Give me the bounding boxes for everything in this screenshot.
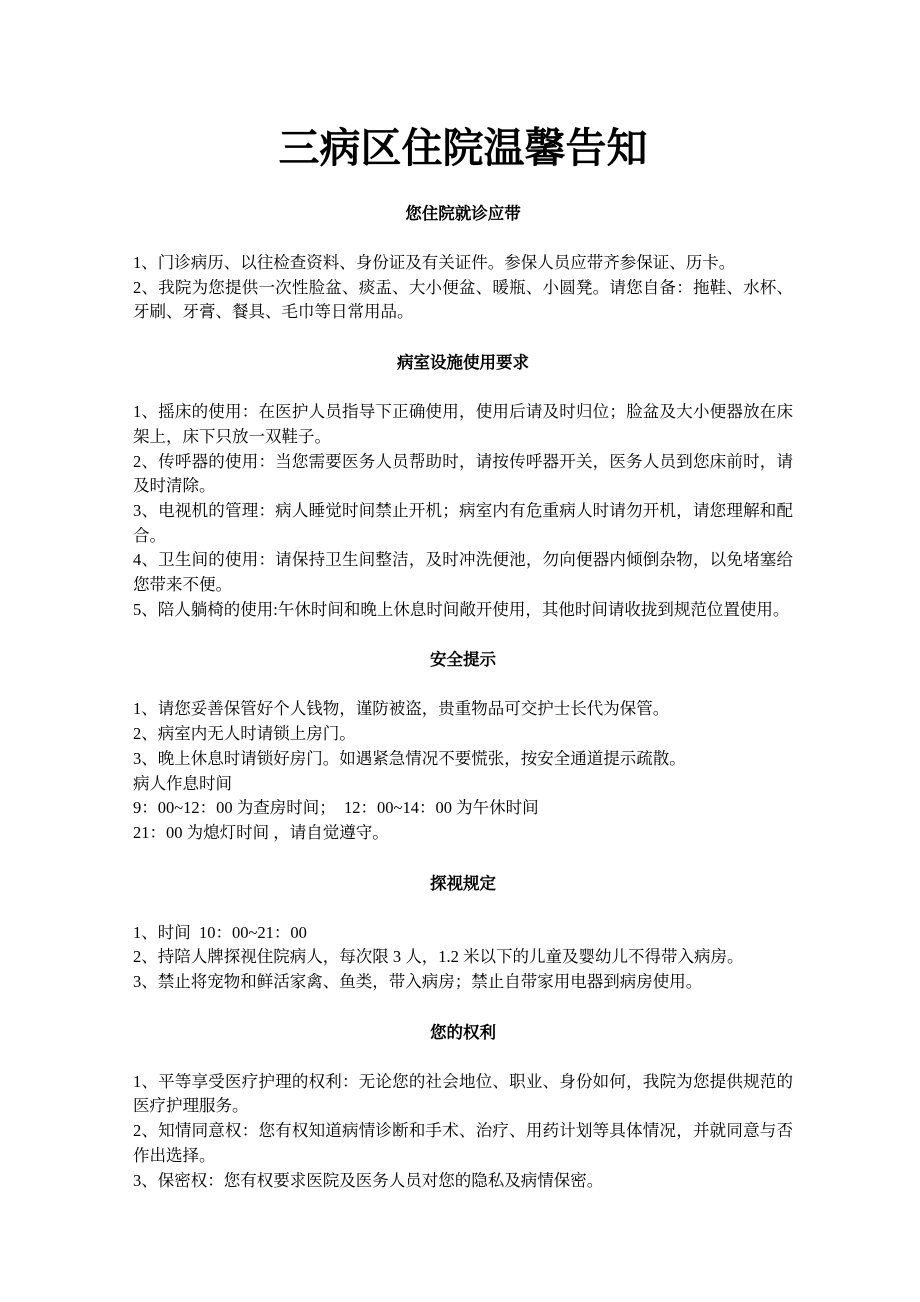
paragraph: 1、摇床的使用：在医护人员指导下正确使用，使用后请及时归位；脸盆及大小便器放在床架上，床下只放一双鞋子。 [133,402,793,446]
paragraph: 病人作息时间 [133,773,232,793]
paragraph: 1、请您妥善保管好个人钱物，谨防被盗，贵重物品可交护士长代为保管。 [133,699,670,719]
paragraph: 1、门诊病历、以往检查资料、身份证及有关证件。参保人员应带齐参保证、历卡。 [133,253,736,272]
document-body [133,201,793,1193]
document-section [133,871,793,995]
paragraph: 1、时间 10：00~21：00 [133,922,307,942]
paragraph: 5、陪人躺椅的使用:午休时间和晚上休息时间敞开使用，其他时间请收拢到规范位置使用。 [133,599,790,619]
paragraph: 2、持陪人牌探视住院病人，每次限 3 人，1.2 米以下的儿童及婴幼儿不得带入病房。 [133,947,744,967]
section-heading: 探视规定 [430,873,496,893]
section-heading: 您的权利 [430,1022,496,1042]
paragraph: 4、卫生间的使用：请保持卫生间整洁，及时冲洗便池，勿向便器内倾倒杂物，以免堵塞给您带来不便。 [133,550,793,595]
paragraph: 2、知情同意权：您有权知道病情诊断和手术、治疗、用药计划等具体情况，并就同意与否作出选择。 [133,1121,793,1165]
document-section [133,350,793,622]
document-section [133,201,793,325]
document-title: 三病区住院温馨告知 [278,125,648,171]
section-heading: 您住院就诊应带 [405,204,521,223]
paragraph: 3、电视机的管理：病人睡觉时间禁止开机；病室内有危重病人时请勿开机，请您理解和配合。 [133,500,793,545]
paragraph: 2、我院为您提供一次性脸盆、痰盂、大小便盆、暖瓶、小圆凳。请您自备：拖鞋、水杯、牙刷、牙膏、餐具、毛巾等日常用品。 [133,277,793,322]
section-heading: 病室设施使用要求 [397,353,529,373]
document-section [133,1020,793,1194]
paragraph: 1、平等享受医疗护理的权利：无论您的社会地位、职业、身份如何，我院为您提供规范的医疗护理服务。 [133,1071,793,1116]
paragraph: 9：00~12：00 为查房时间； 12：00~14：00 为午休时间 [133,798,539,818]
section-heading: 安全提示 [430,650,496,670]
paragraph: 21：00 为熄灯时间 ，请自觉遵守。 [133,822,389,842]
paragraph: 2、病室内无人时请锁上房门。 [133,724,356,744]
paragraph: 3、保密权：您有权要求医院及医务人员对您的隐私及病情保密。 [133,1170,604,1190]
paragraph: 3、禁止将宠物和鲜活家禽、鱼类，带入病房；禁止自带家用电器到病房使用。 [133,972,703,992]
document-section [133,647,793,845]
paragraph: 2、传呼器的使用：当您需要医务人员帮助时，请按传呼器开关，医务人员到您床前时，请及时清除。 [133,451,793,496]
paragraph: 3、晚上休息时请锁好房门。如遇紧急情况不要慌张，按安全通道提示疏散。 [133,748,686,768]
